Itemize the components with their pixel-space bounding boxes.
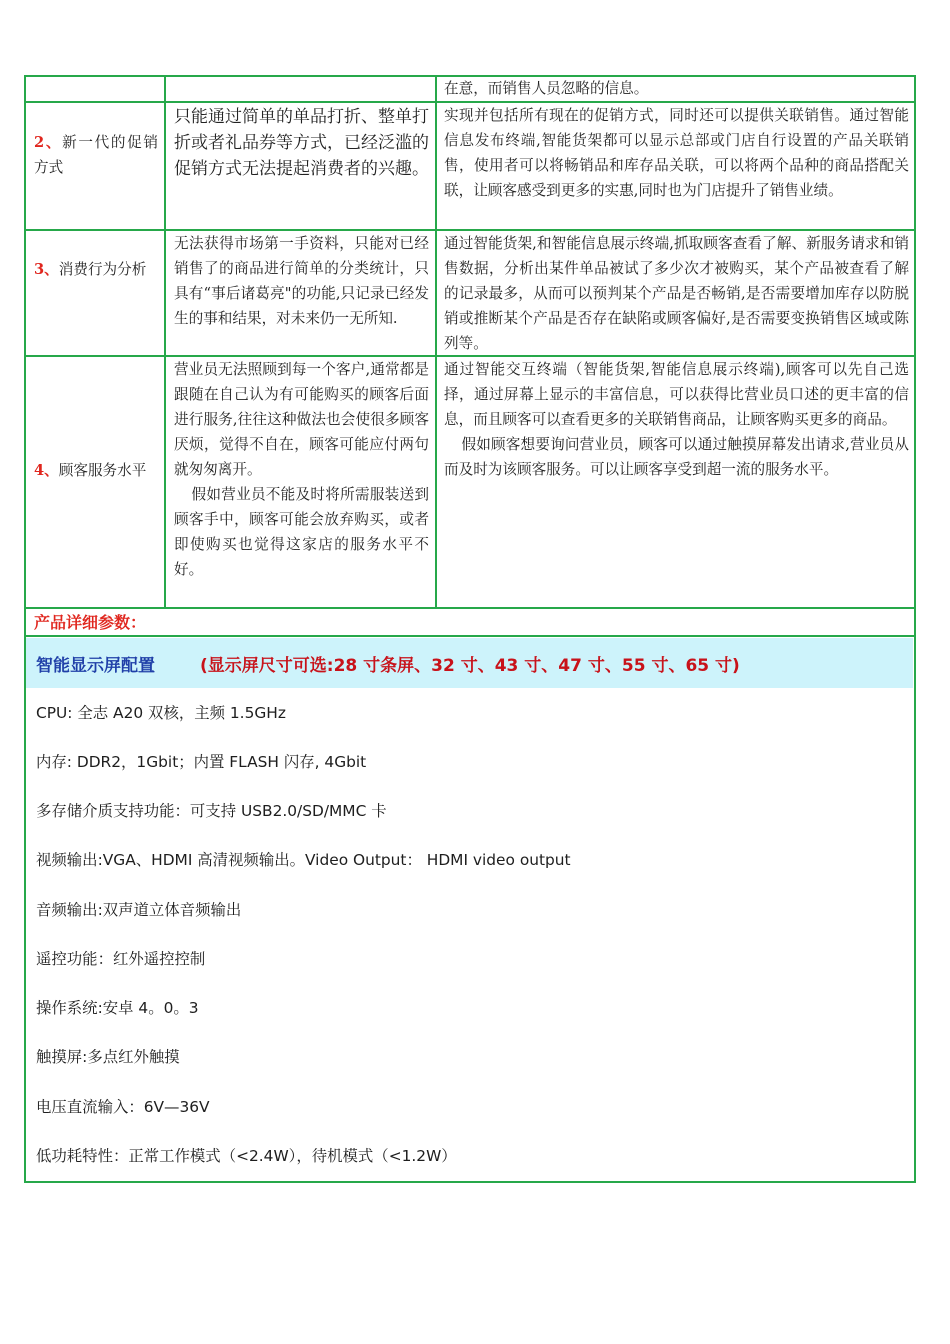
table-row	[444, 76, 909, 101]
spec-item: 触摸屏:多点红外触摸	[36, 1048, 180, 1066]
spec-item: 电压直流输入：6V—36V	[36, 1098, 210, 1116]
row-divider	[24, 635, 916, 637]
spec-item: 内存: DDR2，1Gbit；内置 FLASH 闪存, 4Gbit	[36, 753, 367, 771]
row-divider	[24, 607, 916, 609]
row-number: 3、	[34, 261, 59, 278]
spec-item: CPU: 全志 A20 双核，主频 1.5GHz	[36, 704, 286, 722]
new-solution-text: 实现并包括所有现在的促销方式，同时还可以提供关联销售。通过智能信息发布终端,智能货架都可以显示总部或门店自行设置的产品关联销售，使用者可以将畅销品和库存品关联，可以将两个品种的商品搭配关联，让顾客感受到更多的实惠,同时也为门店提升了销售业绩。	[444, 107, 909, 199]
spec-item: 多存储介质支持功能：可支持 USB2.0/SD/MMC 卡	[36, 802, 387, 820]
row-label	[34, 130, 158, 180]
spec-item: 音频输出:双声道立体音频输出	[36, 901, 242, 919]
new-solution-text: 通过智能货架,和智能信息展示终端,抓取顾客查看了解、新服务请求和销售数据，分析出某件单品被试了多少次才被购买，某个产品被查看了解的记录最多，从而可以预判某个产品是否畅销,是否需要增加库存以防脱销或推断某个产品是否存在缺陷或顾客偏好,是否需要变换销售区域或陈列等。	[444, 235, 909, 352]
row-label	[34, 458, 158, 483]
old-method-cell	[174, 104, 429, 182]
row-label-text: 新一代的促销方式	[34, 134, 158, 176]
new-solution-text: 通过智能交互终端（智能货架,智能信息展示终端),顾客可以先自己选择，通过屏幕上显示的丰富信息，可以获得比营业员口述的更丰富的信息，而且顾客可以查看更多的关联销售商品，让顾客购买更多的商品。	[444, 361, 909, 428]
row-number: 4、	[34, 462, 59, 479]
column-divider	[435, 75, 437, 608]
row-label-text: 顾客服务水平	[58, 462, 147, 479]
new-solution-cell	[444, 103, 909, 203]
new-solution-text: 在意，而销售人员忽略的信息。	[444, 80, 649, 97]
params-title: 产品详细参数：	[34, 613, 147, 632]
column-divider	[164, 75, 166, 608]
old-method-text: 营业员无法照顾到每一个客户,通常都是跟随在自己认为有可能购买的顾客后面进行服务,往往这种做法也会使很多顾客厌烦，觉得不自在，顾客可能应付两句就匆匆离开。	[174, 361, 429, 478]
old-method-cell	[174, 231, 429, 331]
new-solution-text: 假如顾客想要询问营业员，顾客可以通过触摸屏幕发出请求,营业员从而及时为该顾客服务。可以让顾客享受到超一流的服务水平。	[444, 436, 909, 478]
spec-item: 视频输出:VGA、HDMI 高清视频输出。Video Output： HDMI video output	[36, 851, 571, 869]
spec-item: 低功耗特性：正常工作模式（<2.4W），待机模式（<1.2W）	[36, 1147, 457, 1165]
old-method-text: 无法获得市场第一手资料，只能对已经销售了的商品进行简单的分类统计，只具有“事后诸葛亮"的功能,只记录已经发生的事和结果，对未来仍一无所知.	[174, 235, 429, 327]
config-title: 智能显示屏配置	[36, 656, 155, 676]
old-method-cell	[174, 357, 429, 582]
old-method-text: 假如营业员不能及时将所需服装送到顾客手中，顾客可能会放弃购买，或者即使购买也觉得这家店的服务水平不好。	[174, 486, 429, 578]
row-label	[34, 257, 158, 282]
row-number: 2、	[34, 134, 63, 151]
old-method-text: 只能通过简单的单品打折、整单打折或者礼品券等方式，已经泛滥的促销方式无法提起消费者的兴趣。	[174, 107, 429, 179]
new-solution-cell	[444, 231, 909, 356]
config-size-options: (显示屏尺寸可选:28 寸条屏、32 寸、43 寸、47 寸、55 寸、65 寸)	[200, 656, 740, 676]
spec-item: 遥控功能：红外遥控控制	[36, 950, 206, 968]
row-label-text: 消费行为分析	[58, 261, 147, 278]
new-solution-cell	[444, 357, 909, 482]
spec-item: 操作系统:安卓 4。0。3	[36, 999, 199, 1017]
